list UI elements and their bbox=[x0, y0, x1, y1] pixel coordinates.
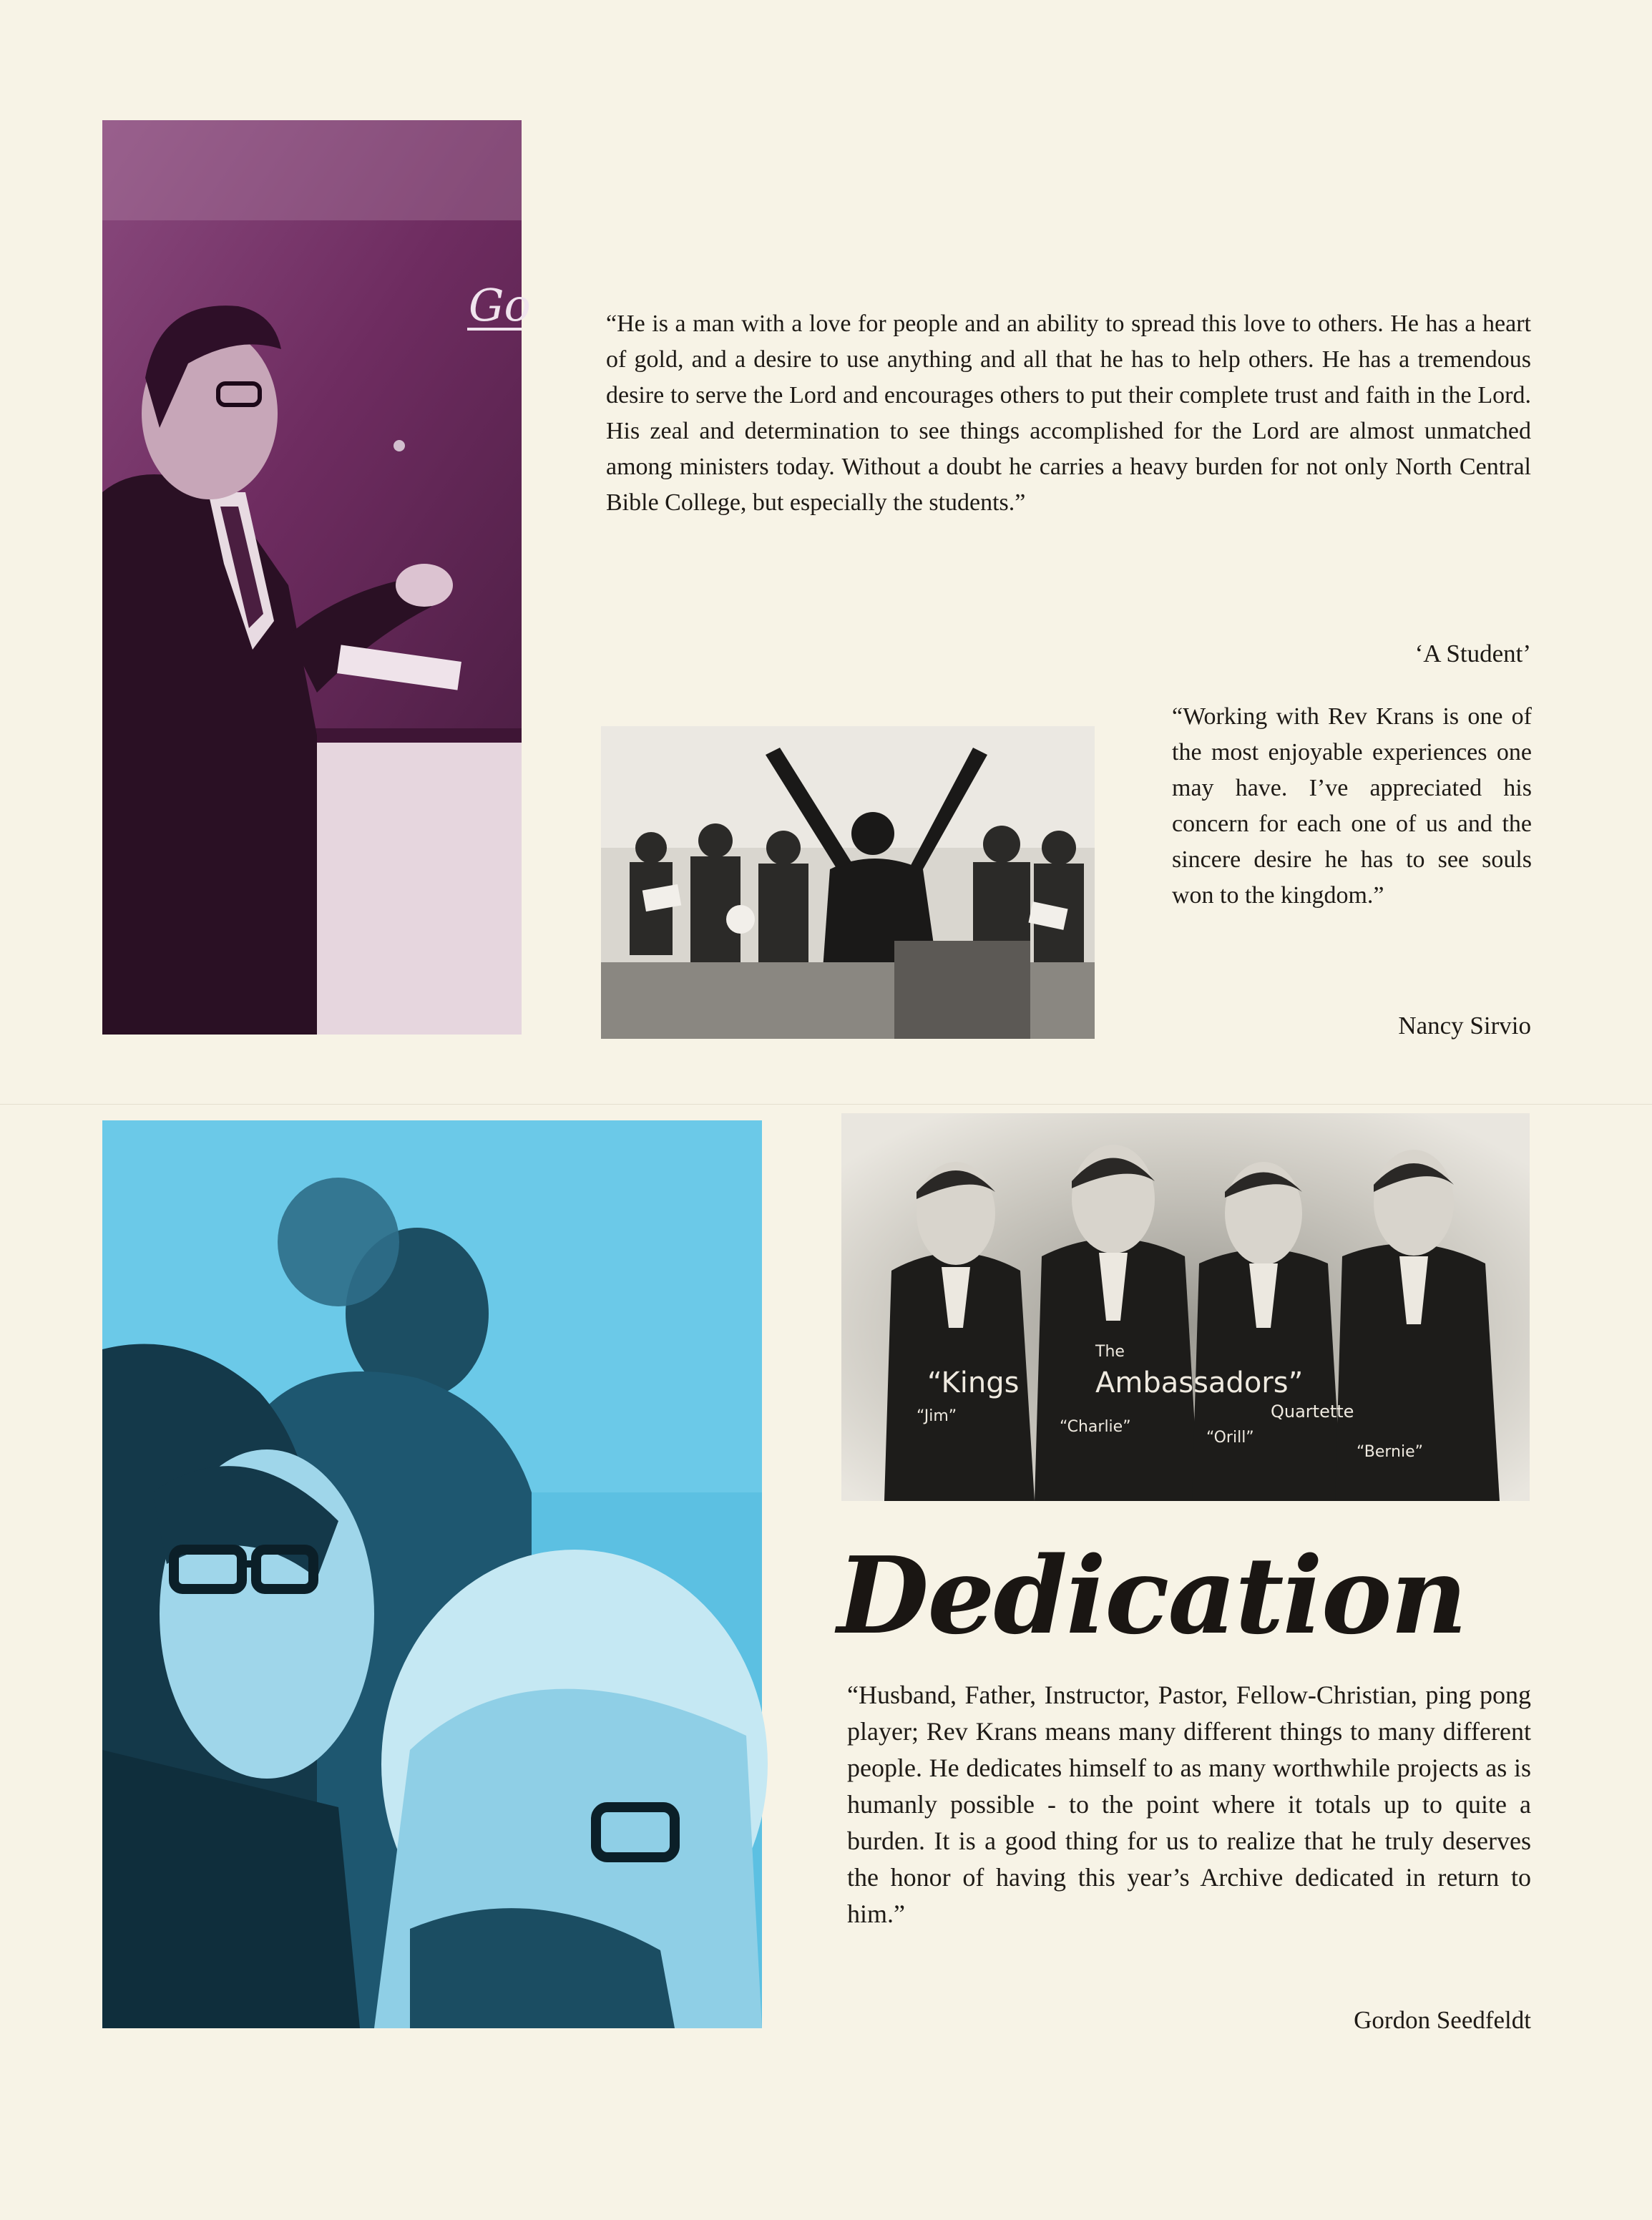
gordon-quote-text: “Husband, Father, Instructor, Pastor, Fellow-Christian, ping pong player; Rev Krans means many different things to many different people. He dedicates himself to as many worthwhile projects as is humanly possible - to the point where it totals up to quite a burden. It is a good thing for us to realize that he truly deserves the honor of having this year’s Archive dedicated in return to him.” bbox=[847, 1681, 1531, 1928]
member-name-orill: “Orill” bbox=[1206, 1429, 1254, 1447]
students-cyan-photo bbox=[102, 1120, 762, 2028]
student-quote-text: “He is a man with a love for people and an ability to spread this love to others. He has a heart of gold, and a desire to use anything and all that he has to help others. He has a tremendous desire to serve the Lord and encourages others to put their complete trust and faith in the Lord. His zeal and determination to see things accomplished for the Lord are almost unmatched among ministers today. Without a doubt he carries a heavy burden for not only North Central Bible College, but especially the students.” bbox=[606, 310, 1531, 516]
nancy-quote-author: Nancy Sirvio bbox=[1398, 1012, 1531, 1040]
the-label: The bbox=[1095, 1343, 1125, 1361]
member-name-bernie: “Bernie” bbox=[1357, 1443, 1423, 1461]
member-name-charlie: “Charlie” bbox=[1060, 1418, 1131, 1436]
instructor-chalkboard-photo bbox=[102, 120, 531, 1035]
nancy-quote-text: “Working with Rev Krans is one of the most enjoyable experiences one may have. I’ve appreciated his concern for each one of us and the sincere desire he has to see souls won to the kingdom.” bbox=[1172, 703, 1532, 909]
kings-ambassadors-quartette-photo bbox=[841, 1113, 1530, 1501]
ambassadors-label: Ambassadors” bbox=[1095, 1366, 1304, 1399]
student-quote-author: ‘A Student’ bbox=[1414, 640, 1531, 668]
quartette-label: Quartette bbox=[1271, 1402, 1354, 1422]
dedication-heading: Dedication bbox=[837, 1533, 1467, 1658]
member-name-jim: “Jim” bbox=[917, 1407, 957, 1425]
kings-label: “Kings bbox=[927, 1366, 1020, 1399]
choir-rehearsal-photo bbox=[601, 726, 1095, 1039]
page-fold-line bbox=[0, 1104, 1652, 1105]
chalk-writing: Go bbox=[469, 279, 531, 331]
gordon-quote-author: Gordon Seedfeldt bbox=[1354, 2006, 1531, 2034]
